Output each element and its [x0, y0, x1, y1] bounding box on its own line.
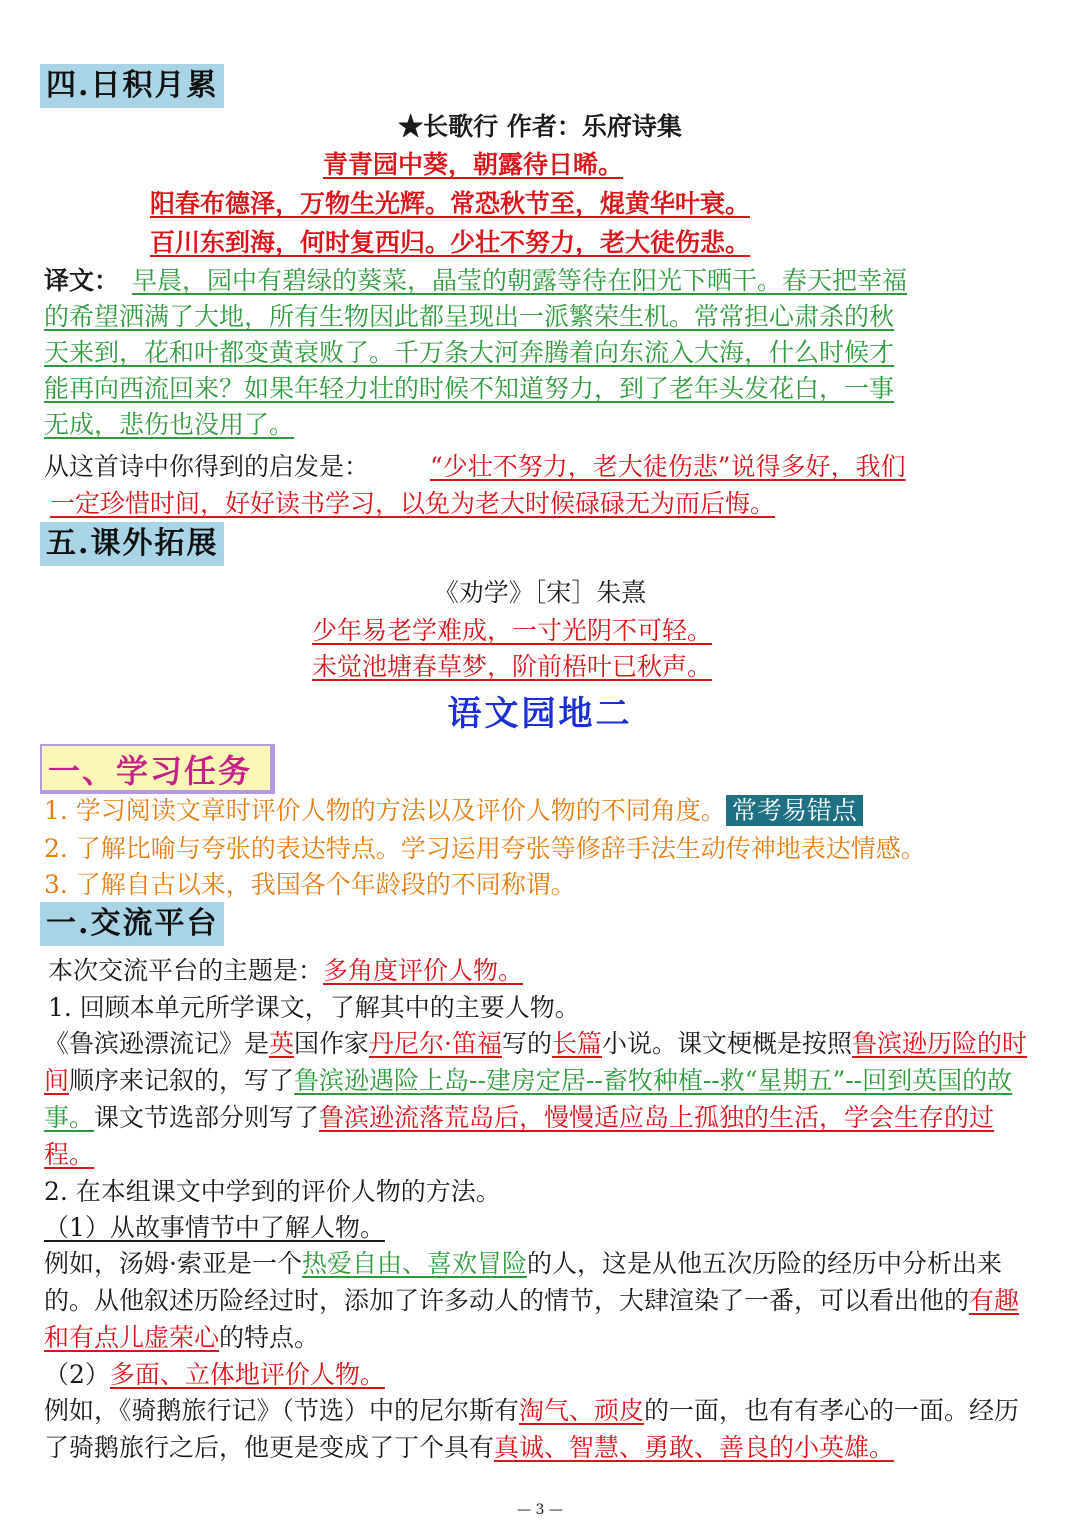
translation-line-1: 早晨，园中有碧绿的葵菜，晶莹的朝露等待在阳光下晒干。春天把幸福: [132, 266, 908, 295]
example-1: [44, 1245, 1040, 1356]
task-2: 2. 了解比喻与夸张的表达特点。学习运用夸张等修辞手法生动传神地表达情感。: [44, 834, 926, 863]
point-2: 2. 在本组课文中学到的评价人物的方法。: [44, 1177, 501, 1206]
m2-a: （2）: [44, 1360, 110, 1389]
rb-order: 鲁滨逊历险的时间: [44, 1029, 1028, 1095]
e2-c: 的一面，也有有孝心的一面。经历了骑鹅旅行之后，他更是变成了丁个具有: [44, 1396, 1020, 1462]
task-1-text: 1. 学习阅读文章时评价人物的方法以及评价人物的不同角度。: [44, 796, 726, 825]
poem-title-changgexing: ★长歌行 作者：乐府诗集: [398, 112, 682, 141]
theme-line: [48, 952, 523, 989]
e1-a: 例如，汤姆·索亚是一个: [44, 1249, 302, 1278]
rb-story: 鲁滨逊遇险上岛--建房定居--畜牧种植--救“星期五”--回到英国的故事。: [44, 1066, 1013, 1132]
rb-e: 写的: [502, 1029, 553, 1058]
example-2: [44, 1392, 1040, 1466]
rb-excerpt: 鲁滨逊流落荒岛后，慢慢适应岛上孤独的生活，学会生存的过程。: [44, 1103, 995, 1169]
e1-e: 的特点。: [219, 1323, 320, 1352]
section-5-header: 五.课外拓展: [40, 522, 224, 566]
section-4-header: 四.日积月累: [40, 64, 224, 108]
method-2: [44, 1356, 385, 1393]
rb-b: 英: [269, 1029, 295, 1058]
e1-feature: 有趣和有点儿虚荣心: [44, 1286, 1020, 1352]
e2-traits: 淘气、顽皮: [519, 1396, 645, 1425]
insight-line-2: 一定珍惜时间，好好读书学习，以免为老大时候碌碌无为而后悔。: [50, 489, 776, 518]
exchange-header: 一.交流平台: [40, 902, 224, 946]
poem-line-3: 百川东到海，何时复西归。少壮不努力，老大徒伤悲。: [150, 228, 751, 257]
e1-c: 的人，这是从他五次历险的经历中分析出来的。从他叙述历险经过时，添加了许多动人的情节，大肆渲染了一番，可以看出他的: [44, 1249, 1002, 1315]
rb-c: 国作家: [294, 1029, 370, 1058]
task-3: 3. 了解自古以来，我国各个年龄段的不同称谓。: [44, 870, 576, 899]
poem-title-quanxue: 《劝学》［宋］朱熹: [433, 578, 647, 607]
translation-line-2: 的希望洒满了大地，所有生物因此都呈现出一派繁荣生机。常常担心肃杀的秋: [44, 302, 895, 331]
translation-line-3: 天来到，花和叶都变黄衰败了。千万条大河奔腾着向东流入大海，什么时候才: [44, 338, 895, 367]
error-prone-badge: 常考易错点: [726, 795, 863, 826]
poem-line-2: 阳春布德泽，万物生光辉。常恐秋节至，焜黄华叶衰。: [150, 189, 751, 218]
theme-value: 多角度评价人物。: [323, 956, 524, 985]
insight-label: 从这首诗中你得到的启发是：: [44, 452, 370, 481]
e2-a: 例如，《骑鹅旅行记》（节选）中的尼尔斯有: [44, 1396, 520, 1425]
translation-label: 译文：: [44, 266, 120, 295]
rb-k: 课文节选部分则写了: [94, 1103, 320, 1132]
method-1: （1）从故事情节中了解人物。: [44, 1213, 385, 1242]
rb-genre: 长篇: [552, 1029, 603, 1058]
rb-a: 《鲁滨逊漂流记》是: [44, 1029, 270, 1058]
e1-traits: 热爱自由、喜欢冒险: [301, 1249, 527, 1278]
garden-title: 语文园地二: [447, 694, 633, 734]
quanxue-line-1: 少年易老学难成，一寸光阴不可轻。: [312, 616, 713, 645]
tasks-header: 一、学习任务: [48, 752, 253, 790]
point-1: 1. 回顾本单元所学课文，了解其中的主要人物。: [48, 993, 580, 1022]
quanxue-line-2: 未觉池塘春草梦，阶前梧叶已秋声。: [312, 652, 713, 681]
rb-i: 顺序来记叙的，写了: [69, 1066, 295, 1095]
theme-label: 本次交流平台的主题是：: [48, 956, 324, 985]
poem-line-1: 青青园中葵，朝露待日晞。: [323, 150, 624, 179]
task-1: [44, 792, 863, 829]
translation-line-5: 无成，悲伤也没用了。: [44, 410, 295, 439]
robinson-paragraph: [44, 1025, 1040, 1173]
m2-b: 多面、立体地评价人物。: [109, 1360, 385, 1389]
e2-hero: 真诚、智慧、勇敢、善良的小英雄。: [494, 1433, 895, 1462]
insight-line-1: “少壮不努力，老大徒伤悲”说得多好，我们: [430, 452, 906, 481]
page-number: — 3 —: [517, 1502, 563, 1518]
translation-line-4: 能再向西流回来？如果年轻力壮的时候不知道努力，到了老年头发花白，一事: [44, 374, 895, 403]
rb-author: 丹尼尔·笛福: [369, 1029, 502, 1058]
rb-g: 小说。课文梗概是按照: [602, 1029, 853, 1058]
